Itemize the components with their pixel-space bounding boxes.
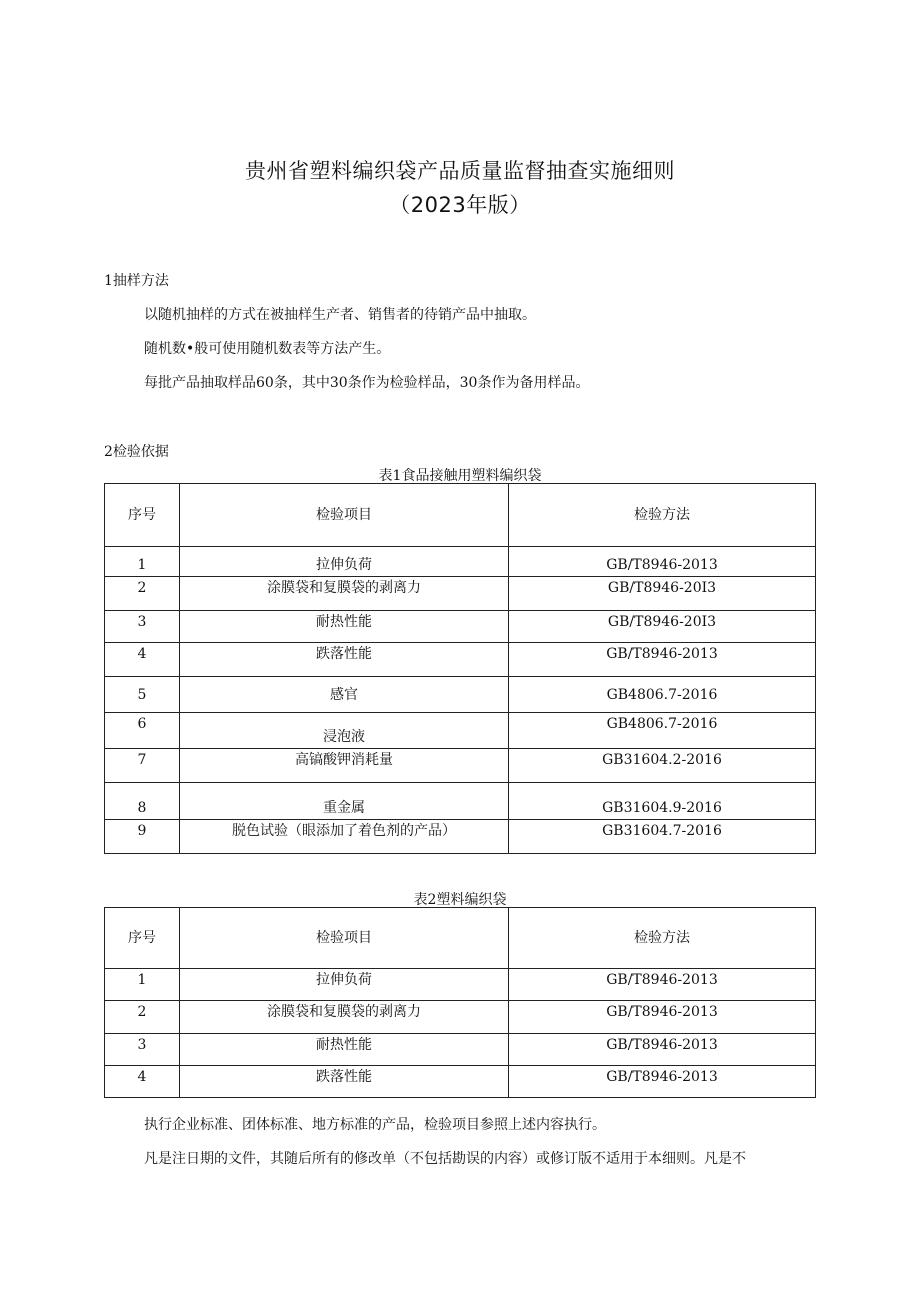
row-item: 脱色试验（眼添加了着色剂的产品）	[180, 820, 509, 854]
section-2-heading: 2检验依据	[104, 444, 169, 460]
table-1-caption: 表1食品接触用塑料编织袋	[378, 468, 542, 484]
row-item: 浸泡液	[180, 713, 509, 749]
table-2	[104, 907, 816, 1098]
table-row	[105, 713, 816, 749]
row-method: GB/T8946-2013	[509, 547, 816, 577]
row-index: 3	[105, 1034, 180, 1066]
row-index: 8	[105, 783, 180, 820]
table-row	[105, 1066, 816, 1098]
row-method: GB4806.7-2016	[509, 677, 816, 713]
row-item: 耐热性能	[180, 611, 509, 643]
document-subtitle: （2023年版）	[389, 193, 531, 217]
header-method: 检验方法	[509, 484, 816, 547]
table-row	[105, 783, 816, 820]
row-index: 6	[105, 713, 180, 749]
row-item: 拉伸负荷	[180, 969, 509, 1001]
table-row	[105, 677, 816, 713]
footer-paragraph: 凡是注日期的文件，其随后所有的修改单（不包括勘误的内容）或修订版不适用于本细则。凡是不	[144, 1151, 746, 1167]
table-row	[105, 969, 816, 1001]
row-index: 5	[105, 677, 180, 713]
section-1-paragraph: 以随机抽样的方式在被抽样生产者、销售者的待销产品中抽取。	[144, 307, 536, 323]
row-method: GB/T8946-2013	[509, 1001, 816, 1034]
table-row	[105, 820, 816, 854]
row-item: 拉伸负荷	[180, 547, 509, 577]
row-index: 2	[105, 1001, 180, 1034]
table-row	[105, 577, 816, 611]
table-row	[105, 643, 816, 677]
table-row	[105, 611, 816, 643]
row-item: 涂膜袋和复膜袋的剥离力	[180, 577, 509, 611]
row-method: GB/T8946-20I3	[509, 577, 816, 611]
table-row	[105, 1034, 816, 1066]
table-1	[104, 483, 816, 854]
row-item: 跌落性能	[180, 643, 509, 677]
row-index: 2	[105, 577, 180, 611]
row-index: 9	[105, 820, 180, 854]
section-1-paragraph: 随机数•般可使用随机数表等方法产生。	[144, 341, 391, 357]
header-index: 序号	[105, 484, 180, 547]
row-method: GB/T8946-2013	[509, 1066, 816, 1098]
row-index: 1	[105, 969, 180, 1001]
document-title: 贵州省塑料编织袋产品质量监督抽查实施细则	[245, 159, 675, 183]
row-item: 跌落性能	[180, 1066, 509, 1098]
table-2-caption: 表2塑料编织袋	[413, 892, 507, 908]
row-item: 耐热性能	[180, 1034, 509, 1066]
section-1-heading: 1抽样方法	[104, 273, 169, 289]
row-item: 高镐酸钾消耗量	[180, 749, 509, 783]
row-index: 7	[105, 749, 180, 783]
row-method: GB31604.2-2016	[509, 749, 816, 783]
row-method: GB/T8946-2013	[509, 1034, 816, 1066]
row-index: 4	[105, 643, 180, 677]
row-method: GB4806.7-2016	[509, 713, 816, 749]
header-index: 序号	[105, 908, 180, 969]
row-method: GB/T8946-20I3	[509, 611, 816, 643]
row-method: GB31604.7-2016	[509, 820, 816, 854]
row-index: 3	[105, 611, 180, 643]
row-method: GB/T8946-2013	[509, 969, 816, 1001]
section-1-paragraph: 每批产品抽取样品60条，其中30条作为检验样品，30条作为备用样品。	[144, 375, 590, 391]
table-header-row	[105, 908, 816, 969]
table-row	[105, 1001, 816, 1034]
row-item: 重金属	[180, 783, 509, 820]
row-method: GB31604.9-2016	[509, 783, 816, 820]
table-row	[105, 547, 816, 577]
row-item: 涂膜袋和复膜袋的剥离力	[180, 1001, 509, 1034]
footer-paragraph: 执行企业标准、团体标准、地方标准的产品，检验项目参照上述内容执行。	[144, 1117, 606, 1133]
row-method: GB/T8946-2013	[509, 643, 816, 677]
table-header-row	[105, 484, 816, 547]
row-item: 感官	[180, 677, 509, 713]
row-index: 1	[105, 547, 180, 577]
header-item: 检验项目	[180, 908, 509, 969]
row-index: 4	[105, 1066, 180, 1098]
header-method: 检验方法	[509, 908, 816, 969]
header-item: 检验项目	[180, 484, 509, 547]
table-row	[105, 749, 816, 783]
